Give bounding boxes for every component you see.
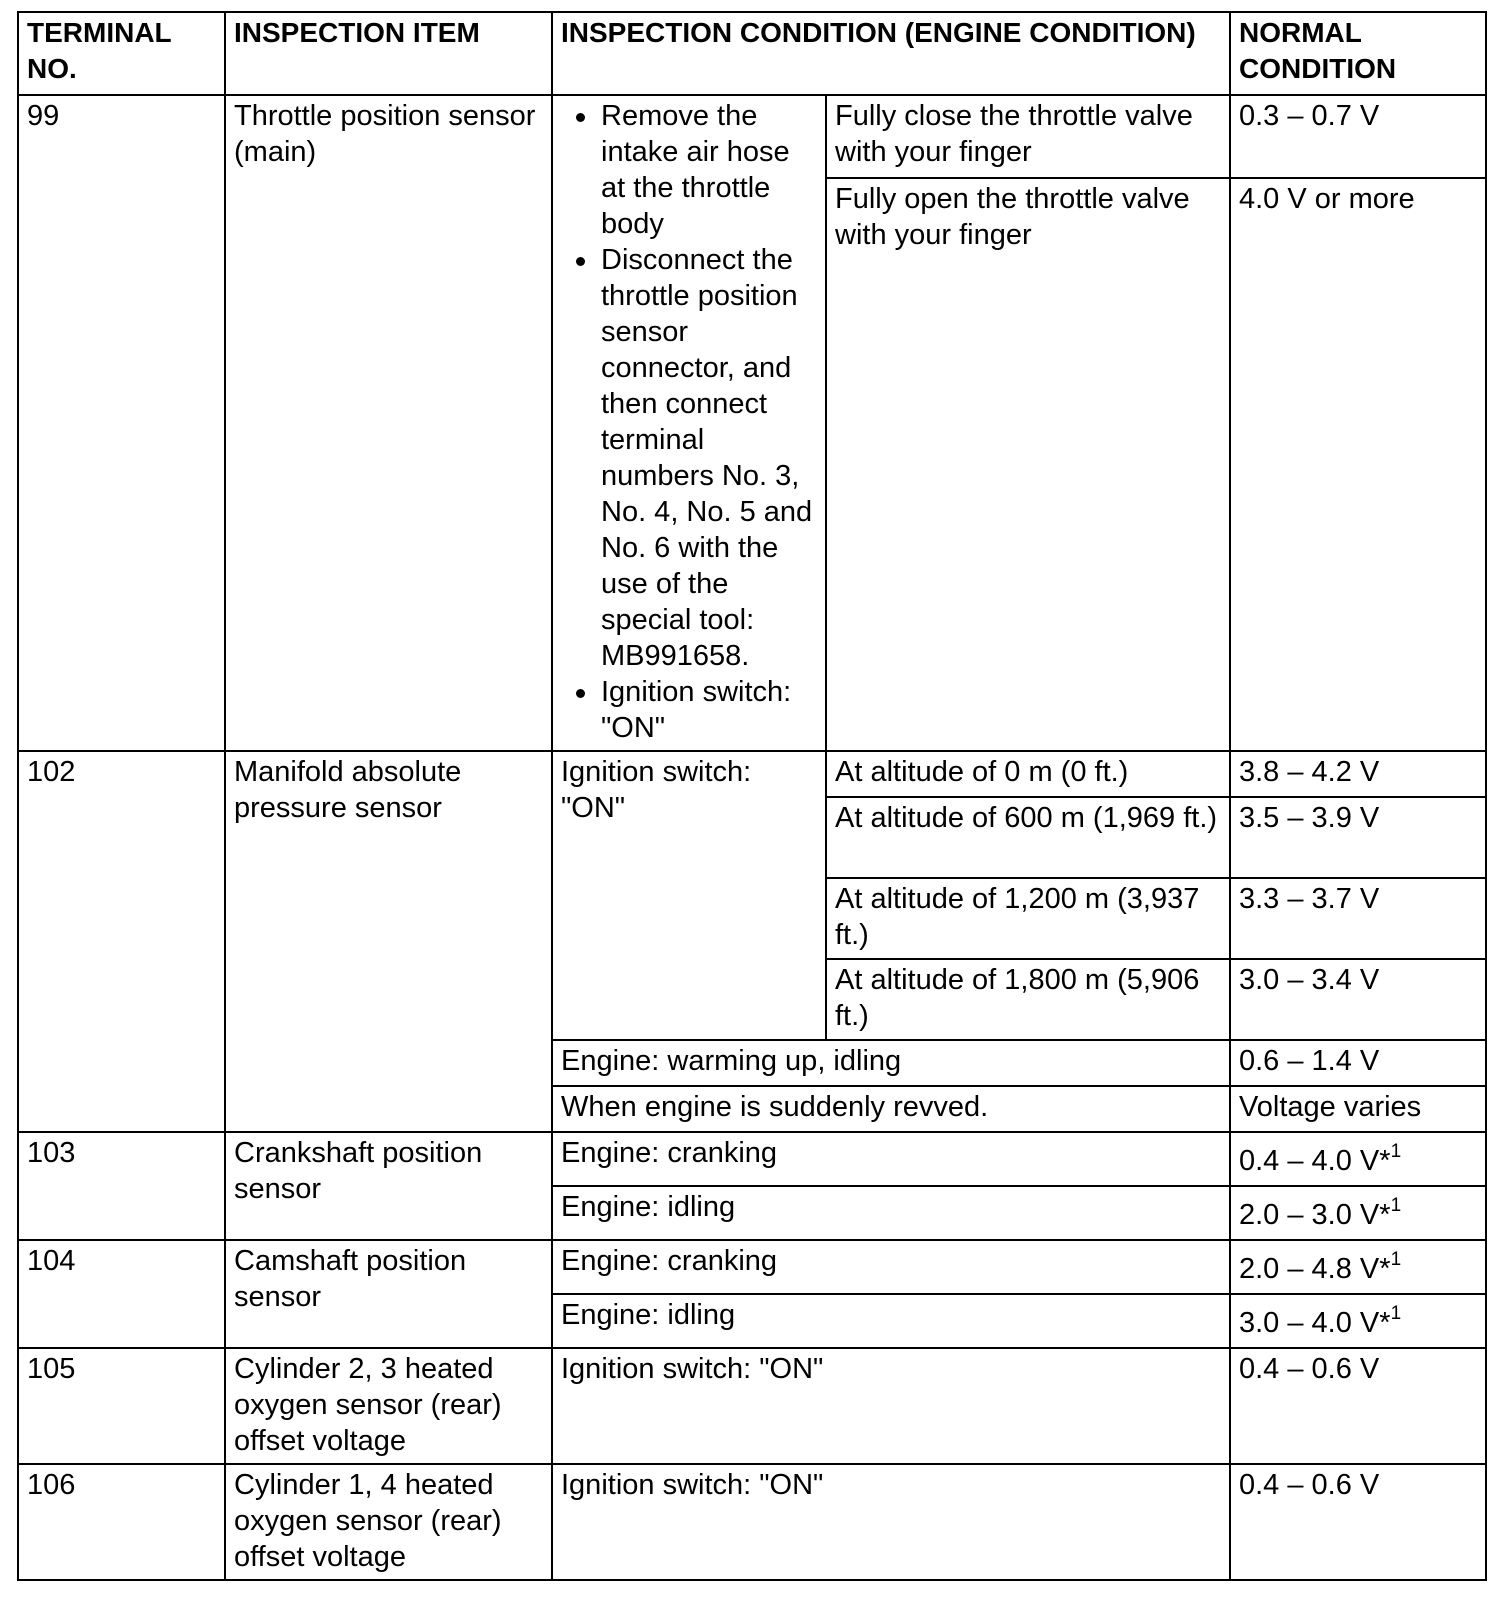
inspection-item-cell: Manifold absolute pressure sensor xyxy=(225,751,552,1132)
inspection-condition-cell: Engine: idling xyxy=(552,1294,1230,1348)
normal-condition-cell: 3.5 – 3.9 V xyxy=(1230,797,1486,878)
normal-condition-cell: 0.4 – 0.6 V xyxy=(1230,1348,1486,1464)
footnote-marker: 1 xyxy=(1390,1141,1402,1162)
normal-value: 2.0 – 3.0 V* xyxy=(1239,1199,1391,1231)
sub-condition-cell: At altitude of 1,200 m (3,937 ft.) xyxy=(826,878,1230,959)
sub-condition-cell: Fully close the throttle valve with your finger xyxy=(826,95,1230,178)
inspection-condition-cell: Engine: warming up, idling xyxy=(552,1040,1230,1086)
list-item: Disconnect the throttle position sensor connector, and then connect terminal numbers No. 3, No. 4, No. 5 and No. 6 with the use of the special tool: MB991658. xyxy=(601,242,817,674)
header-inspection-item: INSPECTION ITEM xyxy=(225,12,552,95)
header-inspection-condition: INSPECTION CONDITION (ENGINE CONDITION) xyxy=(552,12,1230,95)
footnote-marker: 1 xyxy=(1390,1249,1402,1270)
inspection-condition-cell: Ignition switch: "ON" xyxy=(552,751,826,1040)
normal-condition-cell xyxy=(1230,1294,1486,1348)
normal-value: 3.0 – 4.0 V* xyxy=(1239,1307,1391,1339)
table-row xyxy=(18,1132,1486,1186)
inspection-item-cell: Crankshaft position sensor xyxy=(225,1132,552,1240)
table-row xyxy=(18,1240,1486,1294)
table-row xyxy=(18,751,1486,797)
normal-condition-cell: 0.6 – 1.4 V xyxy=(1230,1040,1486,1086)
inspection-condition-cell: Engine: cranking xyxy=(552,1240,1230,1294)
condition-bullet-list xyxy=(561,98,817,746)
inspection-item-cell: Throttle position sensor (main) xyxy=(225,95,552,751)
terminal-cell: 99 xyxy=(18,95,225,751)
sub-condition-cell: At altitude of 0 m (0 ft.) xyxy=(826,751,1230,797)
normal-condition-cell: Voltage varies xyxy=(1230,1086,1486,1132)
header-normal-condition: NORMAL CONDITION xyxy=(1230,12,1486,95)
inspection-condition-cell: Ignition switch: "ON" xyxy=(552,1464,1230,1580)
inspection-condition-cell: Engine: idling xyxy=(552,1186,1230,1240)
normal-condition-cell: 3.3 – 3.7 V xyxy=(1230,878,1486,959)
normal-value: 2.0 – 4.8 V* xyxy=(1239,1253,1391,1285)
terminal-cell: 102 xyxy=(18,751,225,1132)
normal-condition-cell xyxy=(1230,1240,1486,1294)
inspection-condition-cell: Ignition switch: "ON" xyxy=(552,1348,1230,1464)
terminal-cell: 106 xyxy=(18,1464,225,1580)
terminal-cell: 103 xyxy=(18,1132,225,1240)
header-row xyxy=(18,12,1486,95)
list-item: Remove the intake air hose at the throttle body xyxy=(601,98,817,242)
inspection-item-cell: Cylinder 2, 3 heated oxygen sensor (rear) offset voltage xyxy=(225,1348,552,1464)
footnote-marker: 1 xyxy=(1390,1303,1402,1324)
inspection-item-cell: Cylinder 1, 4 heated oxygen sensor (rear) offset voltage xyxy=(225,1464,552,1580)
inspection-item-cell: Camshaft position sensor xyxy=(225,1240,552,1348)
inspection-table xyxy=(17,11,1487,1581)
normal-condition-cell: 3.0 – 3.4 V xyxy=(1230,959,1486,1040)
normal-condition-cell xyxy=(1230,1132,1486,1186)
terminal-cell: 104 xyxy=(18,1240,225,1348)
table-row xyxy=(18,1464,1486,1580)
sub-condition-cell: Fully open the throttle valve with your finger xyxy=(826,178,1230,751)
inspection-condition-cell xyxy=(552,95,826,751)
normal-condition-cell: 4.0 V or more xyxy=(1230,178,1486,751)
header-terminal-no: TERMINAL NO. xyxy=(18,12,225,95)
normal-condition-cell: 0.3 – 0.7 V xyxy=(1230,95,1486,178)
inspection-condition-cell: When engine is suddenly revved. xyxy=(552,1086,1230,1132)
normal-condition-cell xyxy=(1230,1186,1486,1240)
inspection-condition-cell: Engine: cranking xyxy=(552,1132,1230,1186)
footnote-marker: 1 xyxy=(1390,1195,1402,1216)
normal-condition-cell: 3.8 – 4.2 V xyxy=(1230,751,1486,797)
table-row xyxy=(18,1348,1486,1464)
sub-condition-cell: At altitude of 600 m (1,969 ft.) xyxy=(826,797,1230,878)
terminal-cell: 105 xyxy=(18,1348,225,1464)
normal-value: 0.4 – 4.0 V* xyxy=(1239,1145,1391,1177)
normal-condition-cell: 0.4 – 0.6 V xyxy=(1230,1464,1486,1580)
list-item: Ignition switch: "ON" xyxy=(601,674,817,746)
table-row xyxy=(18,95,1486,178)
sub-condition-cell: At altitude of 1,800 m (5,906 ft.) xyxy=(826,959,1230,1040)
